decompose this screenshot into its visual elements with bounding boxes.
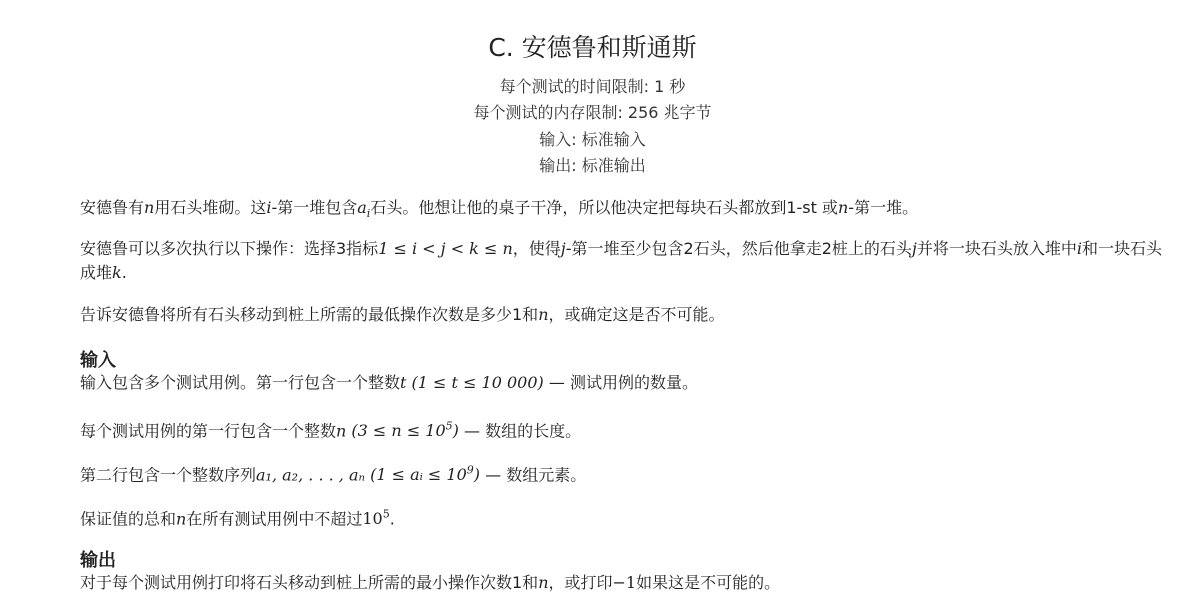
input-paragraph-2 (80, 415, 1170, 443)
output-file: 输出: 标准输出 (539, 156, 646, 175)
text: — 数组元素。 (485, 465, 587, 485)
input-file: 输入: 标准输入 (539, 130, 646, 149)
text: . (389, 509, 395, 529)
math-a-constraint: (1 ≤ aᵢ ≤ $10^9$) (370, 464, 481, 485)
math-n: n (538, 305, 549, 324)
text: 第二行包含一个整数序列 (80, 465, 257, 485)
statement-paragraph-3 (80, 303, 1170, 327)
math-j: j (560, 239, 566, 258)
math-power: $10^5$ (362, 508, 390, 529)
input-paragraph-3 (80, 459, 1170, 487)
math-n: n (837, 198, 849, 217)
text: ，或打印 (548, 573, 613, 592)
output-paragraph-1 (80, 571, 1170, 595)
text: ，使得 (512, 239, 561, 258)
text: ，或确定这是否不可能。 (548, 305, 725, 324)
math-n: n (336, 421, 347, 441)
problem-title: C. 安德鲁和斯通斯 (488, 33, 697, 62)
math-i: i (266, 198, 272, 217)
statement-paragraph-2 (80, 237, 1170, 285)
math-sequence: a₁, a₂, . . . , aₙ (256, 465, 365, 485)
math-negative-one: −1 (612, 573, 637, 592)
text: 每个测试用例的第一行包含一个整数 (80, 421, 337, 441)
text: 告诉安德鲁将所有石头移动到桩上所需的最低操作次数是多少1和 (80, 305, 539, 324)
text: 输入包含多个测试用例。第一行包含一个整数 (80, 373, 401, 392)
text: 安德鲁有 (80, 198, 145, 217)
text: 用石头堆砌。这 (154, 198, 267, 217)
math-n-constraint: $(3 \le n \le 10^5)$ (351, 420, 459, 441)
text: -第一堆包含 (271, 198, 358, 217)
math-t-constraint: (1 ≤ t ≤ 10 000) (411, 373, 544, 392)
math-k: k (112, 263, 122, 282)
text: -第一堆。 (848, 198, 919, 217)
math-n: n (538, 573, 549, 592)
text: — 数组的长度。 (464, 421, 582, 441)
statement-paragraph-1 (80, 196, 1170, 226)
text: 保证值的总和 (80, 509, 177, 529)
text: — 测试用例的数量。 (548, 373, 698, 392)
math-ai: $a_i$ (357, 198, 371, 221)
math-n: n (144, 198, 155, 217)
math-n: n (176, 509, 187, 529)
input-paragraph-1 (80, 371, 1170, 395)
input-paragraph-4 (80, 503, 1170, 531)
text: 对于每个测试用例打印将石头移动到桩上所需的最小操作次数1和 (80, 573, 539, 592)
math-t: t (400, 373, 407, 392)
text: 在所有测试用例中不超过 (186, 509, 363, 529)
text: . (121, 263, 127, 282)
text: 并将一块石头放入堆中 (916, 239, 1077, 258)
memory-limit: 每个测试的内存限制: 256 兆字节 (473, 103, 712, 122)
text: 和一块石头成堆 (80, 239, 1163, 282)
math-index-condition: 1 ≤ i < j < k ≤ n (378, 239, 513, 258)
text: 如果这是不可能的。 (636, 573, 781, 592)
text: -第一堆至少包含2石头，然后他拿走2桩上的石头 (565, 239, 912, 258)
text: 安德鲁可以多次执行以下操作：选择3指标 (80, 239, 379, 258)
text: 石头。他想让他的桌子干净，所以他决定把每块石头都放到1-st 或 (370, 198, 838, 217)
input-heading: 输入 (80, 350, 116, 371)
output-heading: 输出 (80, 550, 116, 571)
math-i: i (1076, 239, 1082, 258)
math-j: j (911, 239, 917, 258)
time-limit: 每个测试的时间限制: 1 秒 (499, 77, 686, 96)
